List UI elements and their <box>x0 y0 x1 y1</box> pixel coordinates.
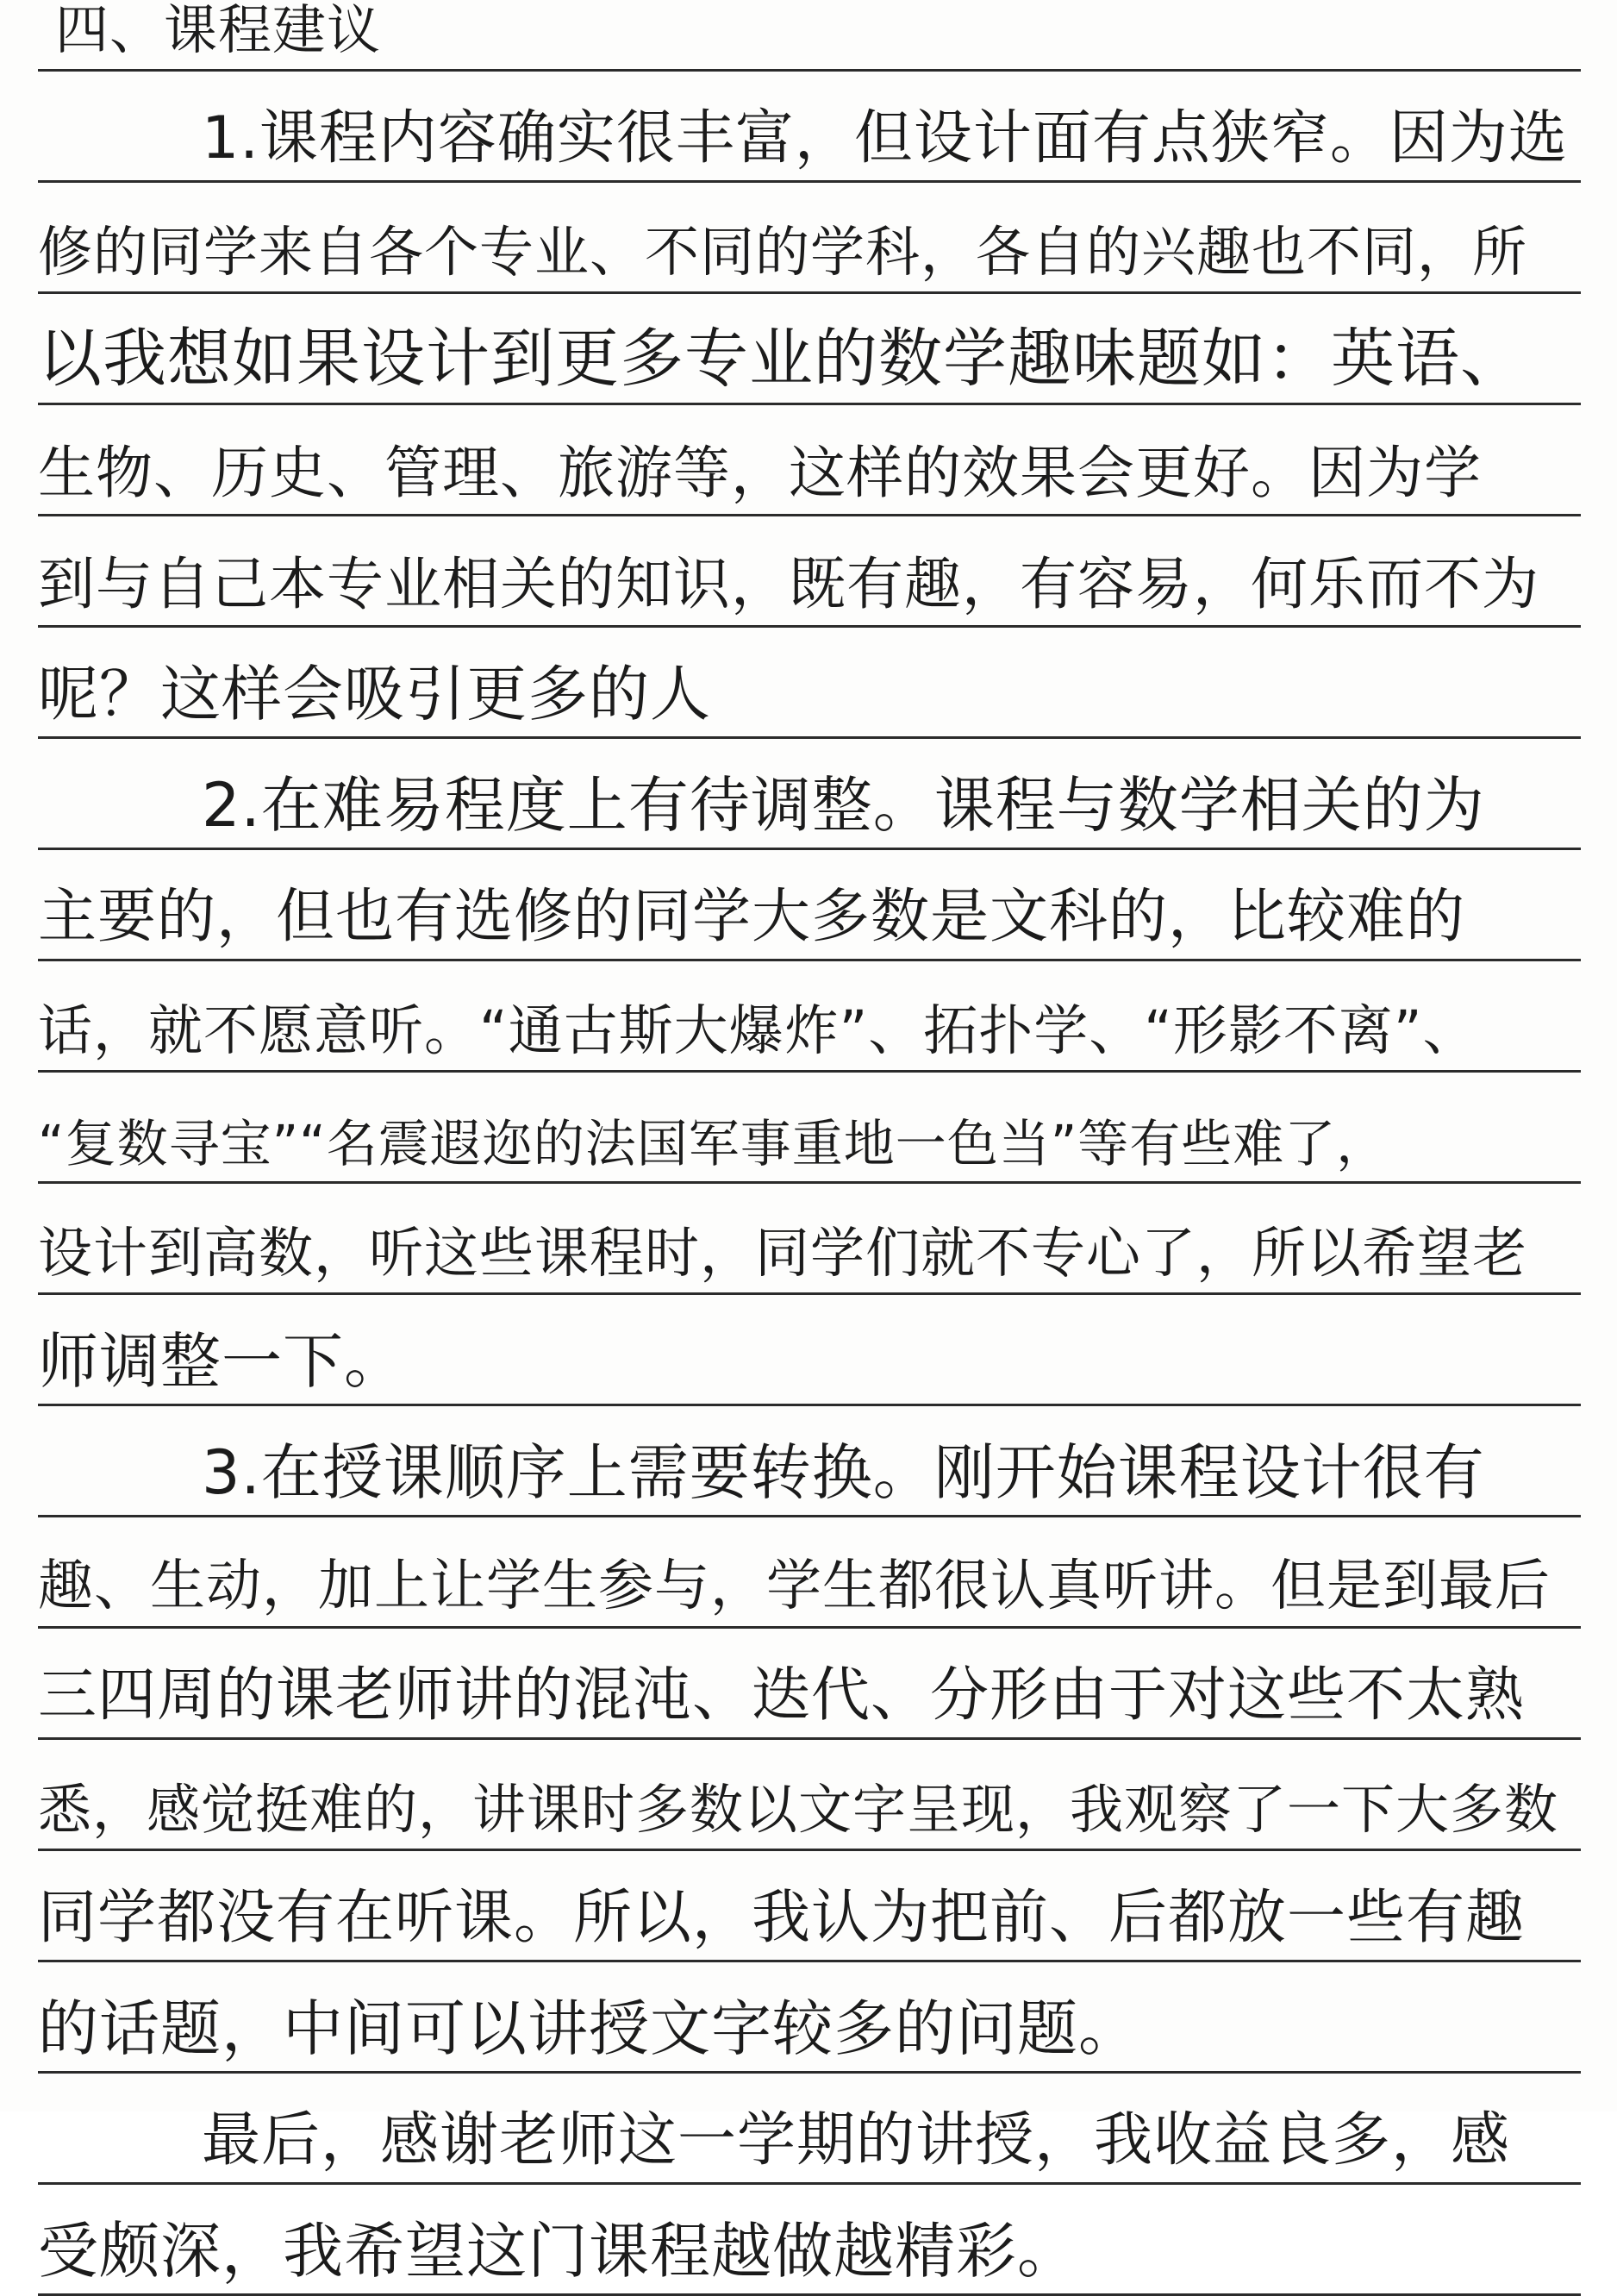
paragraph-line: 修的同学来自各个专业、不同的学科，各自的兴趣也不同，所 <box>38 221 1527 284</box>
paragraph-line: 3.在授课顺序上需要转换。刚开始课程设计很有 <box>202 1437 1485 1508</box>
paragraph-line: 话，就不愿意听。“通古斯大爆炸”、拓扑学、“形影不离”、 <box>38 999 1478 1062</box>
ruled-line <box>38 405 1581 516</box>
ruled-line <box>38 1406 1581 1517</box>
ruled-line <box>38 1184 1581 1295</box>
ruled-line <box>38 850 1581 961</box>
paragraph-line: 师调整一下。 <box>38 1326 405 1397</box>
paragraph-line: 趣、生动，加上让学生参与，学生都很认真听讲。但是到最后 <box>38 1555 1551 1618</box>
paragraph-line: 到与自己本专业相关的知识，既有趣，有容易，何乐而不为 <box>38 551 1539 617</box>
ruled-line <box>38 183 1581 294</box>
ruled-line <box>38 1295 1581 1406</box>
ruled-line <box>38 516 1581 628</box>
ruled-line <box>38 628 1581 739</box>
paragraph-line: “复数寻宝”“名震遐迩的法国军事重地一色当”等有些难了， <box>38 1114 1389 1173</box>
paragraph-line: 设计到高数，听这些课程时，同学们就不专心了，所以希望老 <box>38 1222 1527 1285</box>
ruled-line <box>38 2185 1581 2296</box>
paragraph-line: 以我想如果设计到更多专业的数学趣味题如：英语、 <box>38 322 1525 396</box>
paragraph-line: 同学都没有在听课。所以，我认为把前、后都放一些有趣 <box>38 1884 1526 1952</box>
ruled-line <box>38 1740 1581 1851</box>
paragraph-line: 2.在难易程度上有待调整。课程与数学相关的为 <box>202 770 1485 841</box>
paragraph-line: 三四周的课老师讲的混沌、迭代、分形由于对这些不太熟 <box>38 1661 1526 1730</box>
paragraph-line: 主要的，但也有选修的同学大多数是文科的，比较难的 <box>38 883 1466 951</box>
ruled-line <box>38 739 1581 850</box>
paragraph-line: 受颇深，我希望这门课程越做越精彩。 <box>38 2216 1078 2287</box>
ruled-line <box>38 2074 1581 2185</box>
section-heading: 四、课程建议 <box>55 0 382 61</box>
paragraph-line: 1.课程内容确实很丰富，但设计面有点狭窄。因为选 <box>202 104 1568 172</box>
ruled-line <box>38 1962 1581 2074</box>
paragraph-line: 最后，感谢老师这一学期的讲授，我收益良多，感 <box>202 2106 1511 2174</box>
ruled-line <box>38 0 1581 72</box>
paragraph-line: 的话题，中间可以讲授文字较多的问题。 <box>38 1993 1139 2064</box>
ruled-line <box>38 961 1581 1073</box>
ruled-line <box>38 1073 1581 1184</box>
paragraph-line: 生物、历史、管理、旅游等，这样的效果会更好。因为学 <box>38 440 1482 506</box>
ruled-line <box>38 294 1581 405</box>
ruled-line <box>38 1629 1581 1740</box>
paragraph-line: 悉，感觉挺难的，讲课时多数以文字呈现，我观察了一下大多数 <box>38 1778 1559 1841</box>
ruled-line <box>38 1517 1581 1629</box>
ruled-line <box>38 1851 1581 1962</box>
paragraph-line: 呢？这样会吸引更多的人 <box>38 659 711 729</box>
ruled-line <box>38 72 1581 183</box>
